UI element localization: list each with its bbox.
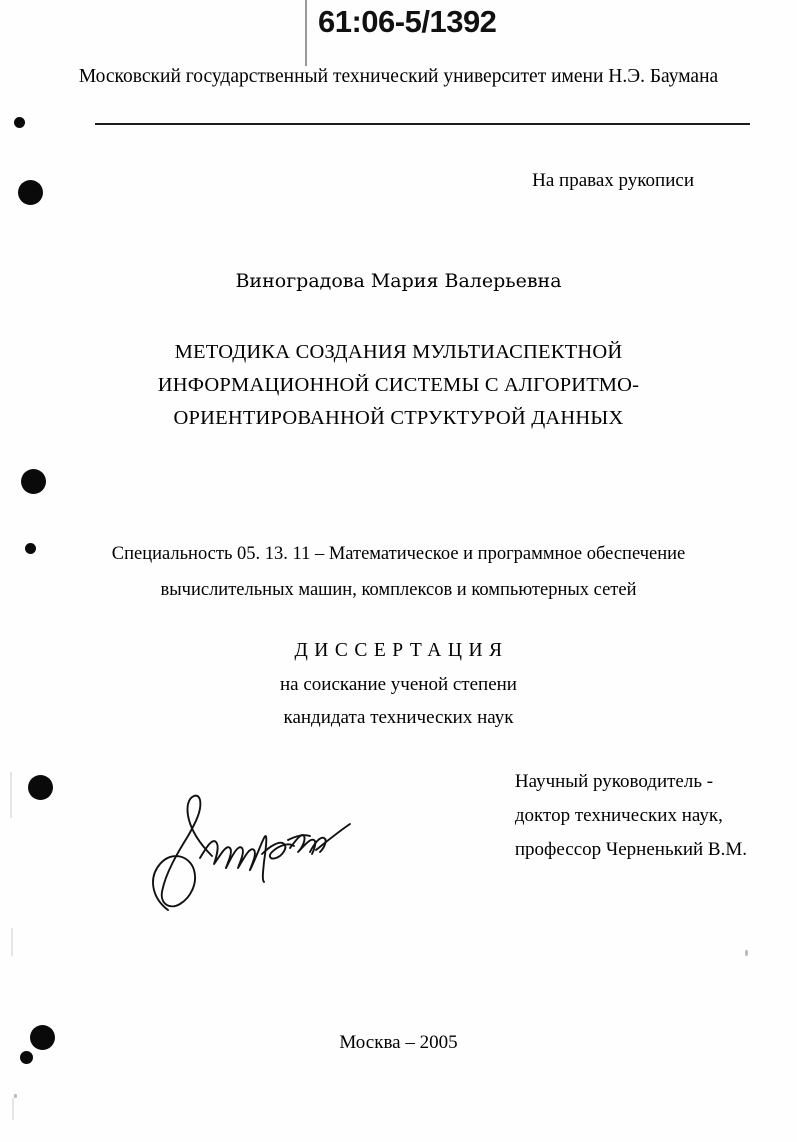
scan-speck [14, 1094, 17, 1098]
title-line-3: ОРИЕНТИРОВАННОЙ СТРУКТУРОЙ ДАННЫХ [173, 407, 624, 429]
title-line-1: МЕТОДИКА СОЗДАНИЯ МУЛЬТИАСПЕКТНОЙ [174, 341, 623, 363]
specialty-block [0, 536, 797, 608]
scan-ink-dot [14, 117, 25, 128]
scan-edge-streak [11, 928, 13, 956]
scan-speck [745, 950, 748, 956]
author-name: Виноградова Мария Валерьевна [235, 270, 562, 292]
specialty-line-1: Специальность 05. 13. 11 – Математическое и программное обеспечение [111, 544, 686, 564]
scan-ink-dot [28, 775, 53, 800]
thesis-purpose-line-2: кандидата технических наук [283, 707, 514, 728]
university-name: Московский государственный технический университет имени Н.Э. Баумана [78, 66, 719, 87]
specialty-line-2: вычислительных машин, комплексов и компьютерных сетей [160, 580, 637, 600]
thesis-word: ДИССЕРТАЦИЯ [294, 640, 509, 661]
scan-edge-streak [10, 772, 12, 818]
title-line-2: ИНФОРМАЦИОННОЙ СИСТЕМЫ С АЛГОРИТМО- [157, 374, 640, 396]
scan-ink-dot [18, 180, 43, 205]
manuscript-rights-note: На правах рукописи [532, 170, 694, 191]
stamp-vertical-rule [305, 0, 307, 66]
supervisor-label: Научный руководитель - [514, 771, 714, 792]
supervisor-block [515, 765, 747, 867]
library-stamp-code: 61:06-5/1392 [318, 4, 497, 39]
header-divider [95, 123, 750, 125]
scan-ink-dot [21, 469, 46, 494]
thesis-declaration-block [0, 634, 797, 734]
thesis-purpose-line-1: на соискание ученой степени [280, 674, 517, 695]
supervisor-degree: доктор технических наук, [514, 805, 723, 826]
scan-edge-streak [12, 1098, 14, 1120]
handwritten-signature [138, 752, 368, 917]
supervisor-name: профессор Черненький В.М. [514, 839, 747, 860]
dissertation-title [0, 336, 797, 435]
city-and-year: Москва – 2005 [339, 1032, 458, 1053]
